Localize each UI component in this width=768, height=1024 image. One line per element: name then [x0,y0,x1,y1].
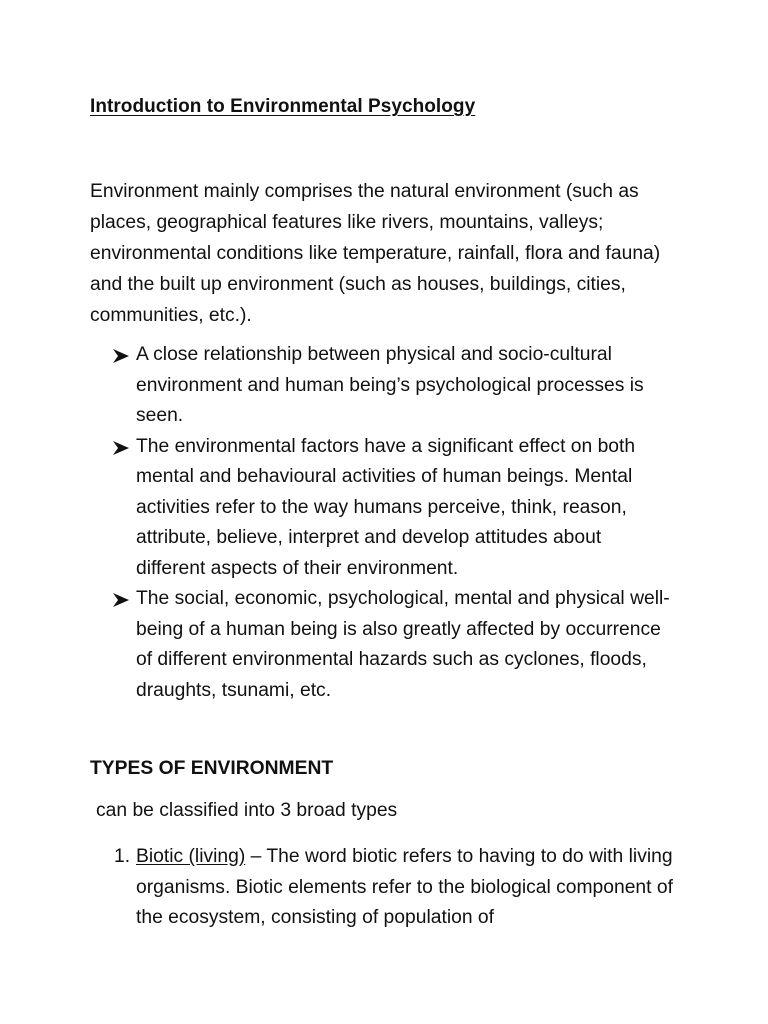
intro-paragraph: Environment mainly comprises the natural environment (such as places, geographical features like rivers, mountains, valleys; environmental conditions like temperature, rainfall, flora and fauna) and the built up environment (such as houses, buildings, cities, communities, etc.). [90,181,661,326]
arrow-bullet-icon [112,440,130,456]
type-number: 1. [114,846,131,867]
bullet-text: The environmental factors have a significant effect on both mental and behavioural activities of human beings. Mental activities refer to the way humans perceive, think, reason, attribute, believe, interpret and develop attitudes about different aspects of their environment. [136,435,636,579]
document-title: Introduction to Environmental Psychology [90,96,476,117]
type-item [114,842,674,934]
arrow-bullet-icon [112,348,130,364]
section-subtitle: can be classified into 3 broad types [96,800,398,821]
section-heading-types: TYPES OF ENVIRONMENT [90,758,334,779]
arrow-bullet-icon [112,592,130,608]
bullet-item [112,432,672,585]
bullet-list [112,340,672,706]
type-description: – The word biotic refers to having to do with living organisms. Biotic elements refer to the biological component of the ecosystem, consisting of population of [136,846,673,928]
bullet-text: A close relationship between physical and socio-cultural environment and human being’s psychological processes is seen. [136,344,644,426]
bullet-item [112,584,672,706]
type-term: Biotic (living) [136,846,246,867]
types-list [114,842,674,934]
bullet-item [112,340,672,432]
bullet-text: The social, economic, psychological, mental and physical well-being of a human being is also greatly affected by occurrence of different environmental hazards such as cyclones, floods, draughts, tsunami, etc. [136,588,670,701]
